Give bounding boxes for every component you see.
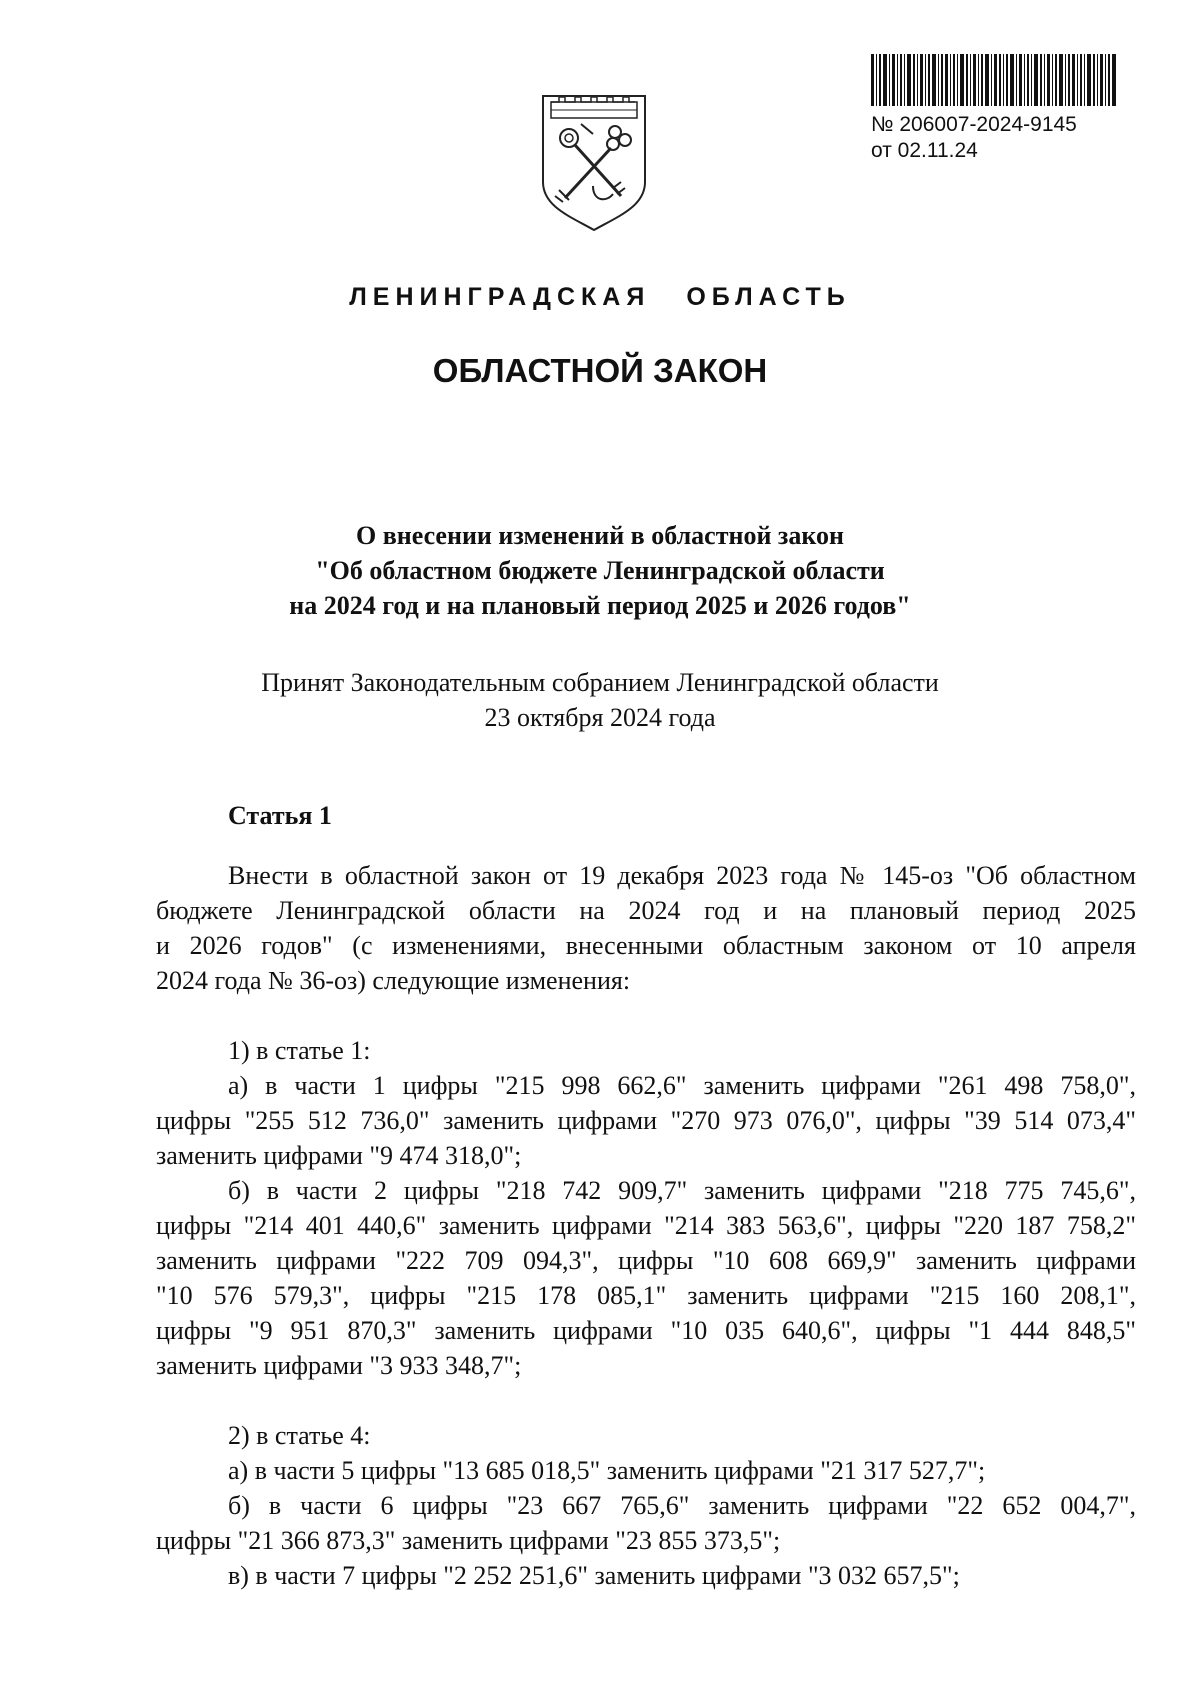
text-line: цифры "9 951 870,3" заменить цифрами "10 035 640,6", цифры "1 444 848,5": [156, 1316, 1136, 1345]
text-line: цифры "21 366 873,3" заменить цифрами "23 855 373,5";: [156, 1526, 781, 1555]
adoption-note: [0, 665, 1200, 735]
law-title-line: "Об областном бюджете Ленинградской области: [315, 556, 885, 585]
article-body: [156, 858, 1136, 1593]
text-line: б) в части 6 цифры "23 667 765,6" заменить цифрами "22 652 004,7",: [228, 1491, 1136, 1520]
text-line: Внести в областной закон от 19 декабря 2023 года № 145-оз "Об областном: [228, 861, 1136, 890]
text-line: б) в части 2 цифры "218 742 909,7" заменить цифрами "218 775 745,6",: [228, 1176, 1136, 1205]
text-line: а) в части 5 цифры "13 685 018,5" заменить цифрами "21 317 527,7";: [228, 1456, 986, 1485]
document-type: ОБЛАСТНОЙ ЗАКОН: [432, 352, 768, 389]
item-heading: 2) в статье 4:: [228, 1421, 371, 1450]
text-line: в) в части 7 цифры "2 252 251,6" заменить цифрами "3 032 657,5";: [228, 1561, 960, 1590]
text-line: цифры "214 401 440,6" заменить цифрами "214 383 563,6", цифры "220 187 758,2": [156, 1211, 1136, 1240]
text-line: а) в части 1 цифры "215 998 662,6" заменить цифрами "261 498 758,0",: [228, 1071, 1136, 1100]
law-title-line: О внесении изменений в областной закон: [355, 521, 845, 550]
adoption-date: 23 октября 2024 года: [484, 703, 716, 732]
registration-number: № 206007-2024-9145: [871, 113, 1077, 136]
text-line: цифры "255 512 736,0" заменить цифрами "270 973 076,0", цифры "39 514 073,4": [156, 1106, 1136, 1135]
text-line: заменить цифрами "3 933 348,7";: [156, 1351, 522, 1380]
registration-date: от 02.11.24: [871, 139, 978, 162]
item-2: [156, 1418, 1136, 1593]
adoption-line: Принят Законодательным собранием Ленинградской области: [261, 668, 939, 697]
coat-of-arms-emblem: [537, 90, 651, 232]
text-line: "10 576 579,3", цифры "215 178 085,1" заменить цифрами "215 160 208,1",: [156, 1281, 1136, 1310]
barcode: [871, 54, 1116, 106]
intro-paragraph: [156, 858, 1136, 998]
item-1: [156, 1033, 1136, 1383]
item-heading: 1) в статье 1:: [228, 1036, 371, 1065]
text-line: заменить цифрами "222 709 094,3", цифры "10 608 669,9" заменить цифрами: [156, 1246, 1136, 1275]
law-title: [0, 518, 1200, 623]
text-line: бюджете Ленинградской области на 2024 год и на плановый период 2025: [156, 896, 1136, 925]
text-line: заменить цифрами "9 474 318,0";: [156, 1141, 522, 1170]
text-line: 2024 года № 36-оз) следующие изменения:: [156, 966, 631, 995]
text-line: и 2026 годов" (с изменениями, внесенными областным законом от 10 апреля: [156, 931, 1136, 960]
region-heading: [0, 280, 1200, 314]
region-word-1: ЛЕНИНГРАДСКАЯ: [349, 283, 651, 311]
region-word-2: ОБЛАСТЬ: [686, 283, 851, 311]
law-title-line: на 2024 год и на плановый период 2025 и 2026 годов": [289, 591, 911, 620]
article-heading: Статья 1: [228, 801, 332, 830]
